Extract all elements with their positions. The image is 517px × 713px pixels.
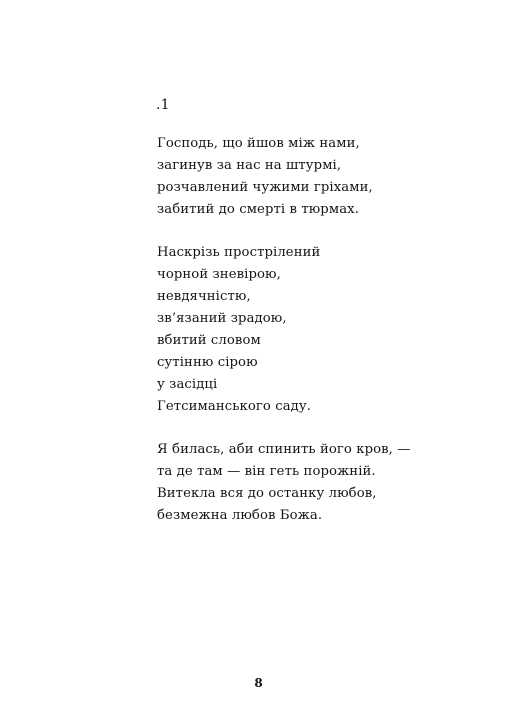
poem-line: Гетсиманського саду. bbox=[157, 399, 312, 414]
poem-line: вбитий словом bbox=[157, 333, 261, 348]
poem-line: Наскрізь прострілений bbox=[157, 245, 321, 260]
section-number: .1 bbox=[156, 97, 170, 113]
poem-line: зв’язаний зрадою, bbox=[157, 311, 287, 326]
stanza-2 bbox=[157, 242, 487, 418]
poem-line: Витекла вся до останку любов, bbox=[157, 486, 377, 501]
poem-line: безмежна любов Божа. bbox=[157, 508, 323, 523]
poem bbox=[157, 133, 487, 548]
poem-line: забитий до смерті в тюрмах. bbox=[157, 202, 359, 217]
poem-line: у засідці bbox=[157, 377, 218, 392]
stanza-1 bbox=[157, 133, 487, 221]
poem-line: сутінню сірою bbox=[157, 355, 258, 370]
stanza-3 bbox=[157, 439, 487, 527]
poem-line: Я билась, аби спинить його кров, — bbox=[157, 442, 411, 457]
page-number: 8 bbox=[254, 676, 263, 690]
poem-line: Господь, що йшов між нами, bbox=[157, 136, 360, 151]
poem-line: невдячністю, bbox=[157, 289, 251, 304]
poem-line: та де там — він геть порожній. bbox=[157, 464, 376, 479]
poem-line: розчавлений чужими гріхами, bbox=[157, 180, 373, 195]
poem-line: загинув за нас на штурмі, bbox=[157, 158, 342, 173]
poem-line: чорной зневірою, bbox=[157, 267, 281, 282]
